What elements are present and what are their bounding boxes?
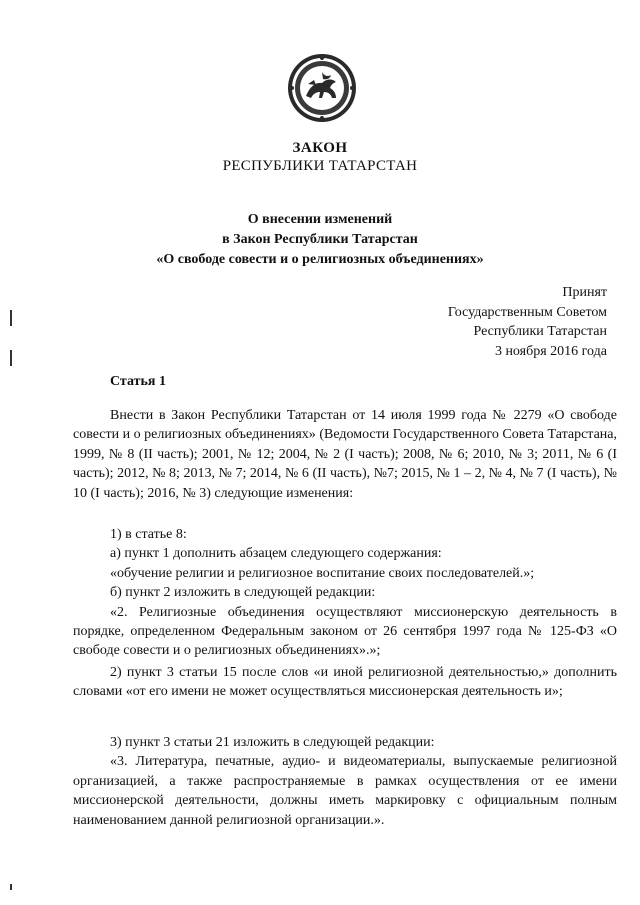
item-line: «2. Религиозные объединения осуществляют миссионерскую деятельность в порядке, определенном Федеральным законом от 26 сентября 1997 года № 125-ФЗ «О свободе совести и о религиозных объединениях».»; (73, 604, 617, 659)
item-line: 3) пункт 3 статьи 21 изложить в следующей редакции: (110, 735, 435, 750)
adoption-line: Принят (562, 285, 607, 300)
article-title: Статья 1 (110, 374, 166, 389)
subject-line: О внесении изменений (247, 212, 393, 227)
item-line: 1) в статье 8: (110, 527, 187, 542)
scan-mark (10, 310, 12, 326)
article-intro-text: Внести в Закон Республики Татарстан от 14 июля 1999 года № 2279 «О свободе совести и о религиозных объединениях» (Ведомости Государственного Совета Татарстана, 1999, № 8 (II часть); 2001, № 12; 2004, № 2 (I часть); 2008, № 6; 2010, № 3; 2011, № 6 (I часть); 2012, № 8; 2013, № 7; 2014, № 6 (II часть), №7; 2015, № 1 – 2, № 4, № 7 (I часть), № 10 (I часть); 2016, № 3) следующие изменения: (73, 408, 617, 501)
article-intro-paragraph (73, 406, 617, 503)
adoption-line: Республики Татарстан (473, 324, 607, 339)
tatarstan-emblem-icon (286, 52, 358, 124)
subject-line: «О свободе совести и о религиозных объединениях» (156, 252, 484, 267)
scan-mark (10, 350, 12, 366)
item-line: «обучение религии и религиозное воспитание своих последователей.»; (110, 565, 535, 581)
adoption-line: Государственным Советом (447, 304, 607, 320)
subject-line: в Закон Республики Татарстан (222, 232, 418, 247)
item-line: а) пункт 1 дополнить абзацем следующего содержания: (110, 546, 442, 562)
amendment-item-3 (73, 733, 617, 830)
adoption-date: 3 ноября 2016 года (494, 343, 607, 359)
item-line: б) пункт 2 изложить в следующей редакции: (110, 585, 376, 601)
amendment-item-1 (73, 525, 617, 661)
adoption-block (448, 283, 607, 361)
law-heading: ЗАКОН (292, 140, 348, 156)
item-text: 2) пункт 3 статьи 15 после слов «и иной религиозной деятельностью,» дополнить словами «от его имени не может осуществляться миссионерская деятельность и»; (73, 665, 617, 700)
republic-heading: РЕСПУБЛИКИ ТАТАРСТАН (222, 158, 418, 174)
item-line: «3. Литература, печатные, аудио- и видеоматериалы, выпускаемые религиозной организацией, а также распространяемые в рамках осуществления от ее имени миссионерской деятельности, должны иметь маркировку с официальным полным наименованием данной религиозной организации.». (73, 754, 617, 828)
amendment-item-2 (73, 663, 617, 702)
scan-mark (10, 884, 12, 890)
law-subject (0, 210, 640, 270)
